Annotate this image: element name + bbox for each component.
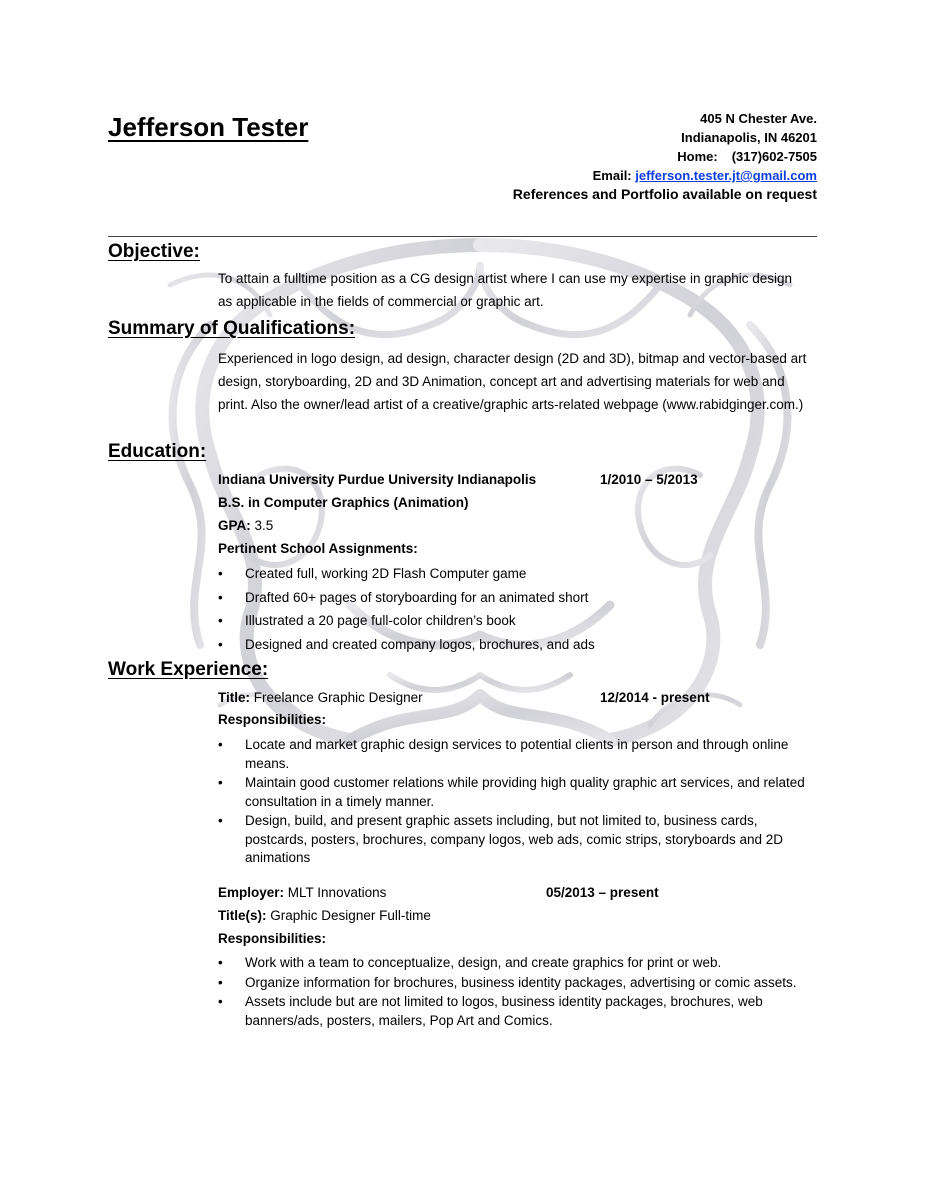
job1-resp-list: [218, 736, 808, 869]
job2-employer-line: [218, 885, 386, 900]
list-item: • Work with a team to conceptualize, design, and create graphics for print or web.: [218, 954, 818, 973]
job1-resp-label: Responsibilities:: [218, 712, 327, 727]
job2-resp-label: Responsibilities:: [218, 931, 327, 946]
list-item: • Design, build, and present graphic assets including, but not limited to, business cards, postcards, posters, brochures, company logos, web ads, comic strips, storyboards and 2D animations: [218, 812, 808, 868]
list-item: • Maintain good customer relations while providing high quality graphic art services, and related consultation in a timely manner.: [218, 774, 808, 811]
phone-line: [677, 147, 817, 166]
list-item: • Organize information for brochures, business identity packages, advertising or comic assets.: [218, 974, 818, 993]
list-item: • Created full, working 2D Flash Computer game: [218, 562, 818, 586]
assignments-label: Pertinent School Assignments:: [218, 541, 418, 556]
job1-title: Freelance Graphic Designer: [253, 690, 423, 705]
job2-title: Graphic Designer Full-time: [270, 908, 431, 923]
email-line: [593, 166, 817, 185]
objective-line-2: as applicable in the fields of commercial or graphic art.: [218, 294, 544, 309]
list-item: • Drafted 60+ pages of storyboarding for an animated short: [218, 586, 818, 610]
gpa-value: 3.5: [254, 518, 274, 533]
job1-title-line: [218, 690, 423, 705]
job2-employer: MLT Innovations: [287, 885, 387, 900]
education-dates: 1/2010 – 5/2013: [600, 472, 698, 487]
email-label: Email:: [592, 168, 632, 183]
email-link[interactable]: jefferson.tester.jt@gmail.com: [635, 168, 817, 183]
gpa-label: GPA:: [218, 518, 251, 533]
address-line-1: 405 N Chester Ave.: [700, 111, 817, 126]
list-item: • Assets include but are not limited to logos, business identity packages, brochures, web banners/ads, posters, mailers, Pop Art and Comics.: [218, 993, 818, 1030]
job2-dates: 05/2013 – present: [546, 885, 659, 900]
gpa-line: [218, 518, 273, 533]
candidate-name: Jefferson Tester: [108, 112, 309, 142]
job2-employer-label: Employer:: [218, 885, 285, 900]
summary-paragraph: Experienced in logo design, ad design, character design (2D and 3D), bitmap and vector-based art design, storyboarding, 2D and 3D Animation, concept art and advertising materials for web and print. Also the owner/lead artist of a creative/graphic arts-related webpage (www.rabidginger.com.): [218, 351, 807, 412]
objective-heading: Objective:: [108, 241, 200, 262]
header-divider: [108, 236, 817, 237]
phone-label: Home:: [677, 149, 718, 164]
job2-titles-label: Title(s):: [218, 908, 267, 923]
references-note: References and Portfolio available on request: [512, 186, 817, 202]
phone-number: (317)602-7505: [731, 149, 817, 164]
degree: B.S. in Computer Graphics (Animation): [218, 495, 469, 510]
job1-title-label: Title:: [218, 690, 251, 705]
summary-heading: Summary of Qualifications:: [108, 318, 356, 339]
assignments-list: [218, 562, 818, 656]
education-heading: Education:: [108, 441, 207, 462]
address-line-2: Indianapolis, IN 46201: [681, 130, 817, 145]
job2-title-line: [218, 908, 431, 923]
summary-text: [218, 347, 816, 416]
job2-resp-list: [218, 954, 818, 1031]
job1-dates: 12/2014 - present: [600, 690, 710, 705]
school-name: Indiana University Purdue University Indianapolis: [218, 472, 537, 487]
work-heading: Work Experience:: [108, 659, 269, 680]
list-item: • Designed and created company logos, brochures, and ads: [218, 633, 818, 657]
objective-line-1: To attain a fulltime position as a CG design artist where I can use my expertise in graphic design: [218, 271, 793, 286]
list-item: • Locate and market graphic design services to potential clients in person and through online means.: [218, 736, 808, 773]
list-item: • Illustrated a 20 page full-color children’s book: [218, 609, 818, 633]
